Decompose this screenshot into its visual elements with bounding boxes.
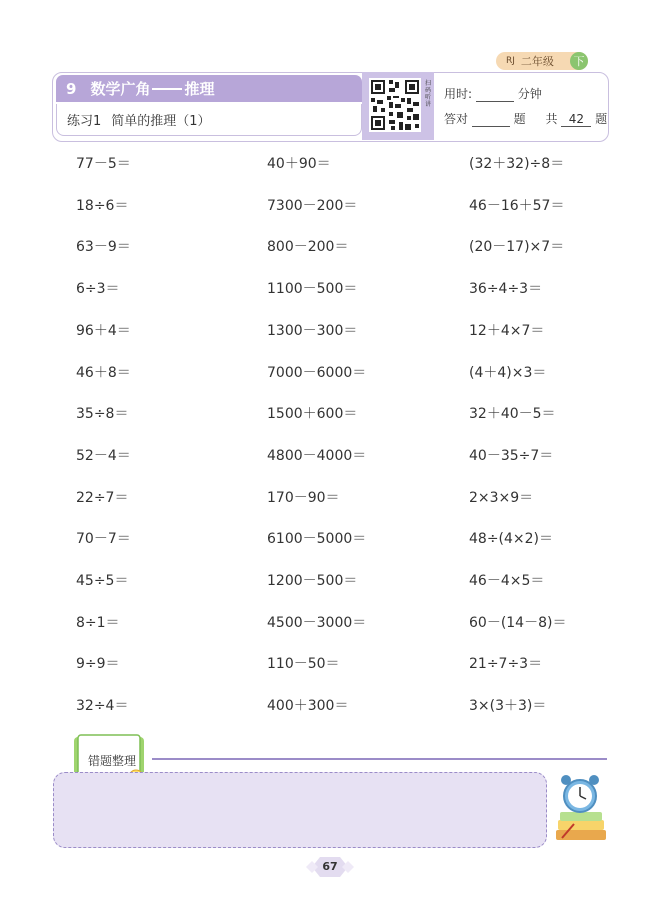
- unit-title-a: 数学广角: [90, 80, 151, 98]
- lesson-title: 简单的推理（1）: [111, 114, 211, 129]
- problem-col2-11: 1200－500＝: [267, 573, 358, 589]
- problem-col1-9: 22÷7＝: [76, 489, 129, 506]
- unit-number: 9: [66, 79, 77, 98]
- problem-col2-8: 4800－4000＝: [267, 447, 367, 464]
- problem-col3-12: 60－(14－8)＝: [469, 614, 567, 631]
- time-row: [444, 85, 542, 102]
- grade-label: 二年级: [520, 55, 554, 68]
- problem-col2-12: 4500－3000＝: [267, 614, 367, 631]
- unit-title-bar: [56, 75, 362, 102]
- problem-col1-2: 18÷6＝: [76, 197, 129, 214]
- problem-col3-14: 3×(3＋3)＝: [469, 698, 547, 715]
- problem-col1-7: 35÷8＝: [76, 406, 129, 423]
- problem-col3-3: (20－17)×7＝: [469, 239, 565, 256]
- problem-col2-4: 1100－500＝: [267, 281, 358, 298]
- problem-col1-12: 8÷1＝: [76, 614, 120, 631]
- problem-col3-2: 46－16＋57＝: [469, 197, 565, 214]
- problem-col2-13: 110－50＝: [267, 656, 340, 673]
- problem-col3-10: 48÷(4×2)＝: [469, 531, 554, 548]
- correct-unit: 题: [513, 112, 526, 126]
- problem-col1-8: 52－4＝: [76, 447, 131, 464]
- problem-col2-9: 170－90＝: [267, 489, 340, 506]
- problem-col1-13: 9÷9＝: [76, 656, 120, 673]
- grade-badge: [496, 52, 588, 70]
- problem-col2-5: 1300－300＝: [267, 322, 358, 339]
- time-unit: 分钟: [517, 87, 542, 101]
- review-box[interactable]: [53, 772, 547, 848]
- correct-blank[interactable]: [472, 126, 510, 127]
- problem-col3-1: (32＋32)÷8＝: [469, 156, 565, 172]
- problem-col1-1: 77－5＝: [76, 156, 131, 172]
- time-label: 用时:: [444, 87, 473, 101]
- problem-col2-1: 40＋90＝: [267, 156, 331, 172]
- score-row: [444, 110, 607, 127]
- problem-col1-6: 46＋8＝: [76, 364, 131, 381]
- problem-col2-10: 6100－5000＝: [267, 531, 367, 548]
- problem-col2-14: 400＋300＝: [267, 698, 349, 715]
- lesson-bar: [56, 104, 362, 136]
- problem-col1-4: 6÷3＝: [76, 281, 120, 298]
- time-blank[interactable]: [476, 101, 514, 102]
- problem-col3-7: 32＋40－5＝: [469, 406, 556, 423]
- problem-col2-7: 1500＋600＝: [267, 406, 358, 423]
- lesson-label: 练习1: [67, 114, 102, 129]
- correct-label: 答对: [444, 112, 469, 126]
- problem-col1-11: 45÷5＝: [76, 573, 129, 589]
- edition-label: RJ: [506, 56, 515, 66]
- problem-col3-6: (4＋4)×3＝: [469, 364, 547, 381]
- total-unit: 题: [595, 112, 608, 126]
- review-divider: [152, 758, 607, 760]
- unit-title-b: 推理: [184, 80, 215, 98]
- problem-col3-9: 2×3×9＝: [469, 489, 534, 506]
- total-count: 42: [561, 112, 591, 127]
- problem-col1-10: 70－7＝: [76, 531, 131, 548]
- alarm-clock-books-icon: [552, 772, 612, 842]
- total-prefix: 共: [545, 112, 558, 126]
- title-dash: [152, 88, 182, 90]
- problem-col3-5: 12＋4×7＝: [469, 322, 545, 339]
- page-number: 67: [322, 860, 338, 873]
- problem-col2-3: 800－200＝: [267, 239, 349, 256]
- problem-col3-4: 36÷4÷3＝: [469, 281, 543, 298]
- term-label: 下: [570, 52, 588, 70]
- problem-col2-2: 7300－200＝: [267, 197, 358, 214]
- problem-col2-6: 7000－6000＝: [267, 364, 367, 381]
- qr-code-icon[interactable]: [369, 78, 421, 132]
- problem-col3-13: 21÷7÷3＝: [469, 656, 543, 673]
- problem-col3-11: 46－4×5＝: [469, 573, 545, 589]
- problem-col1-14: 32÷4＝: [76, 698, 129, 715]
- problem-col1-5: 96＋4＝: [76, 322, 131, 339]
- qr-side-text: 扫码听讲: [424, 80, 431, 108]
- problem-col3-8: 40－35÷7＝: [469, 447, 554, 464]
- review-label: 错题整理: [87, 754, 136, 768]
- problem-col1-3: 63－9＝: [76, 239, 131, 256]
